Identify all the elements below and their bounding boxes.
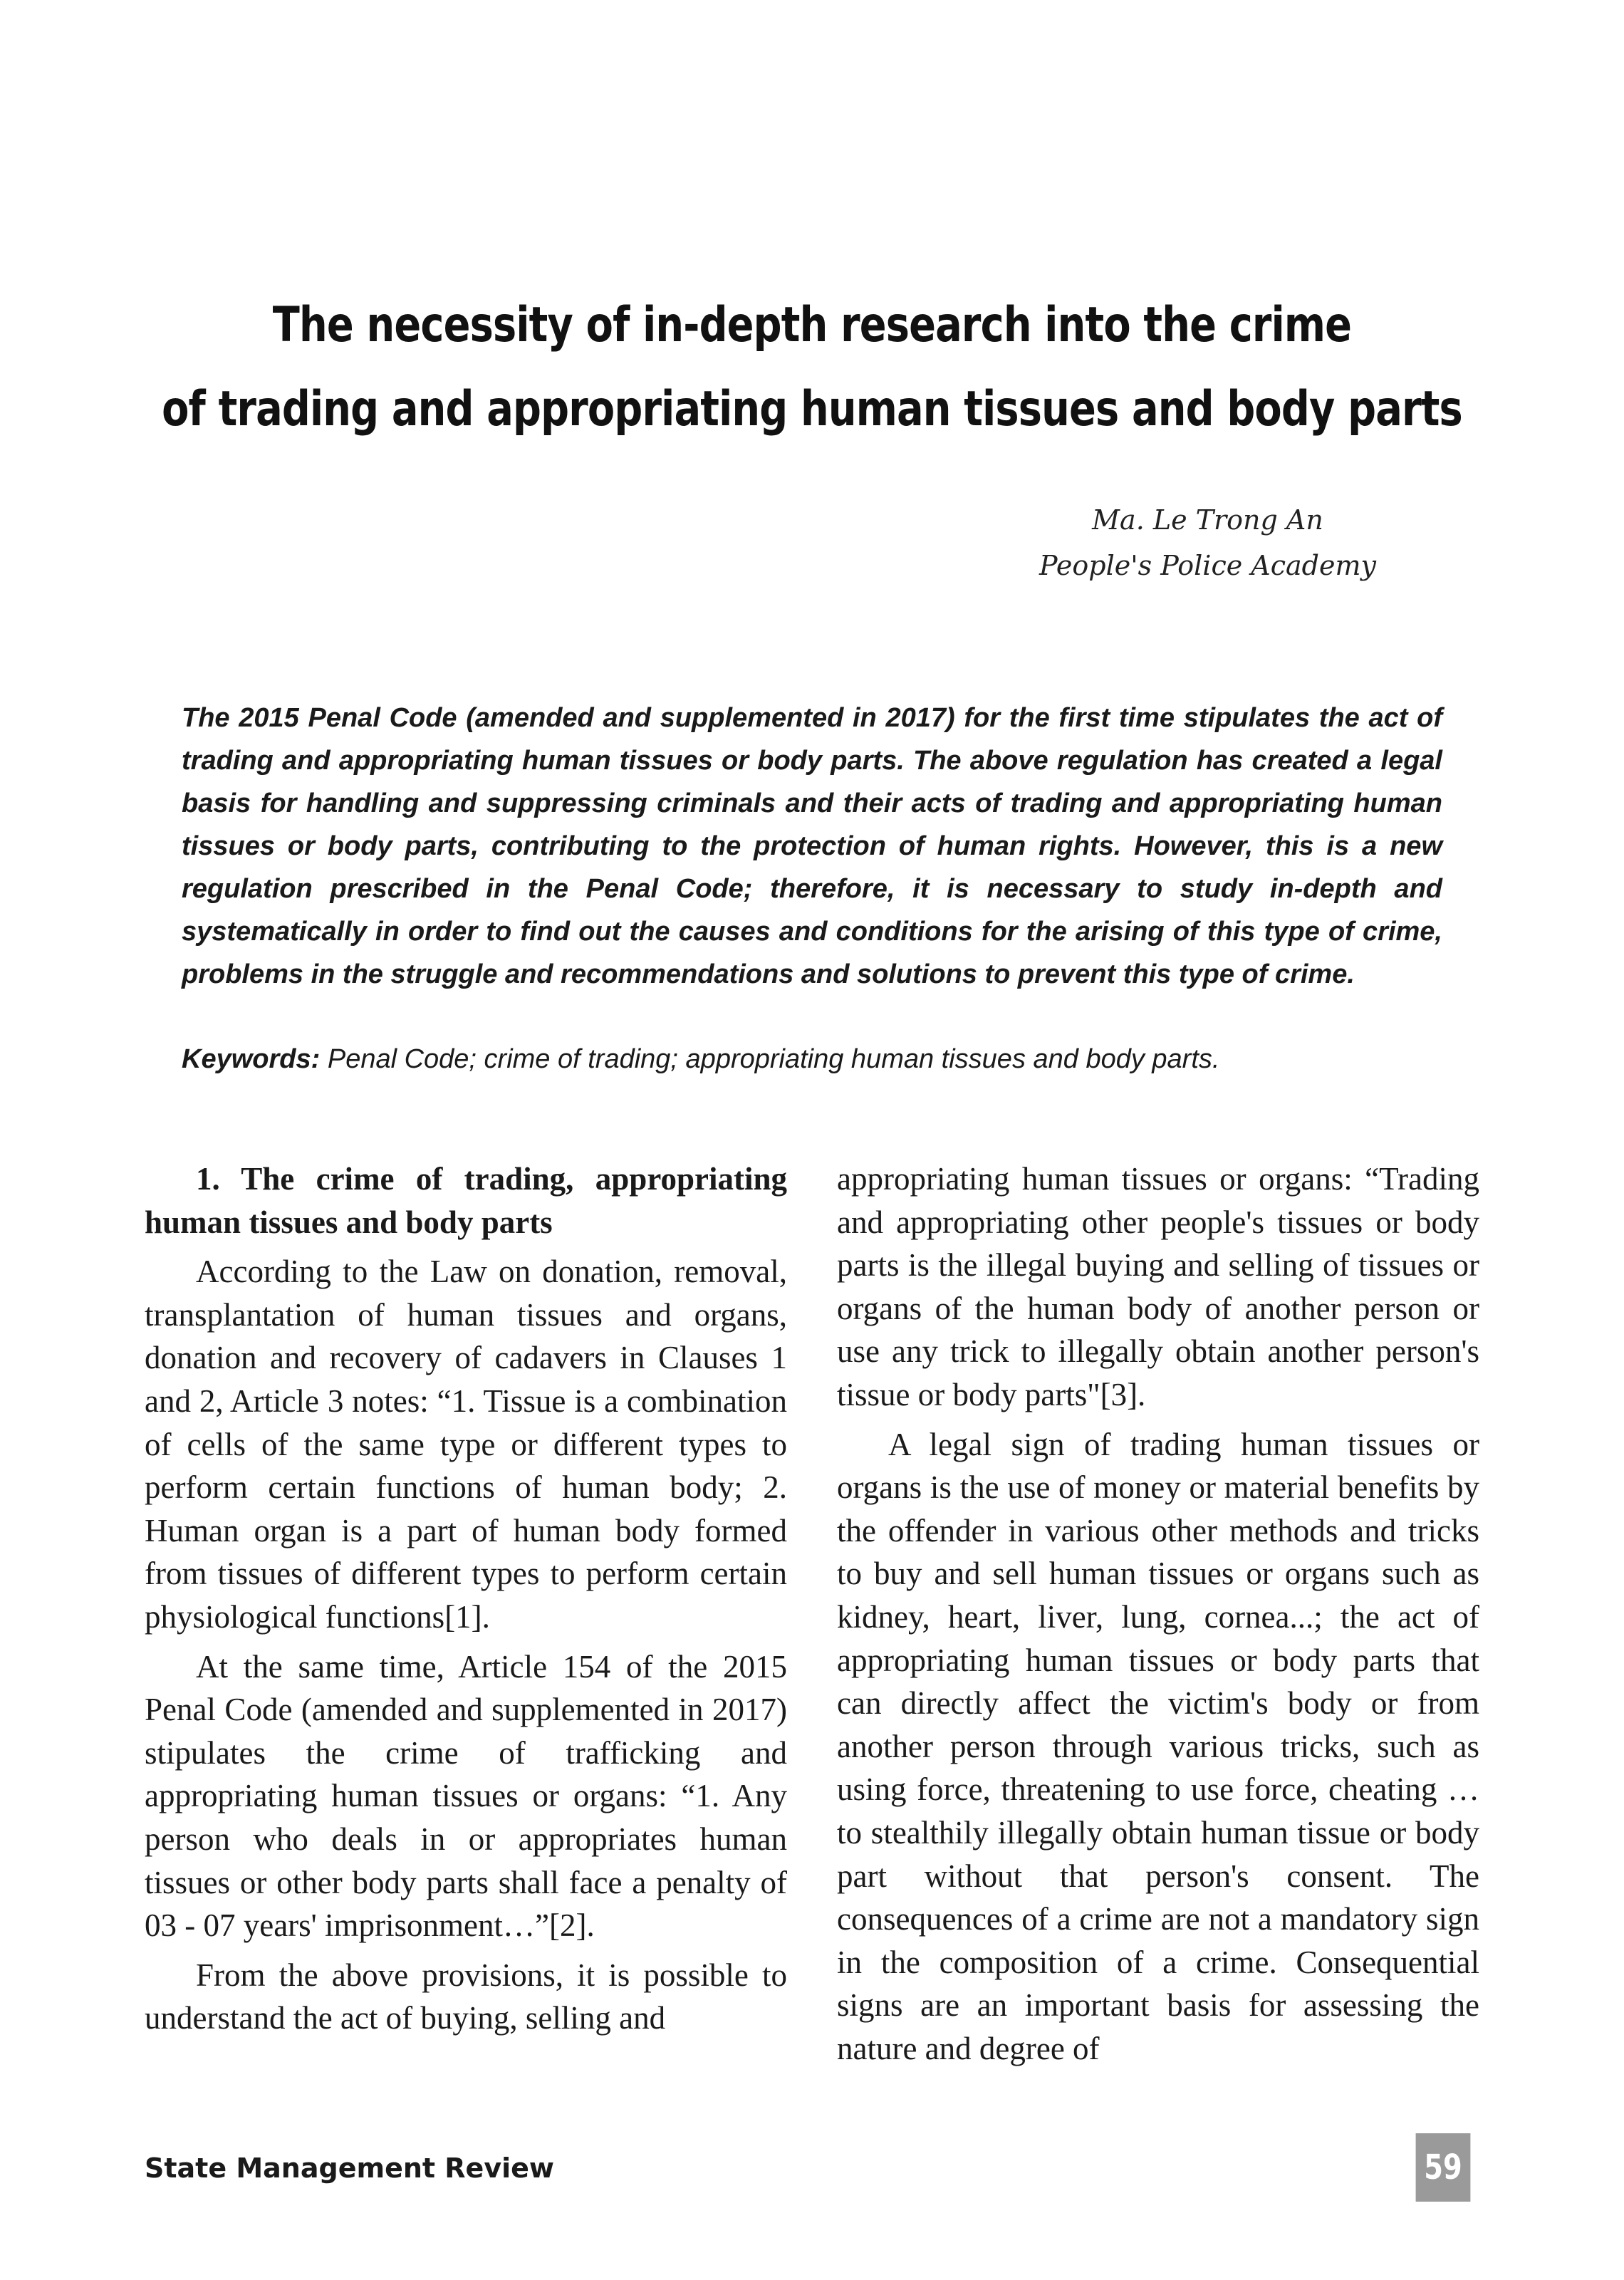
body-paragraph: appropriating human tissues or organs: “Trading and appropriating other people's tissues or body parts is the illegal buying and selling of tissues or organs of the human body of another person or use any trick to illegally obtain another person's tissue or body parts"[3].	[837, 1161, 1479, 1412]
body-column-left	[145, 1157, 787, 2046]
article-title	[146, 283, 1478, 452]
keywords-label: Keywords:	[182, 1044, 321, 1074]
author-affiliation: People's Police Academy	[1039, 550, 1376, 581]
body-paragraph: From the above provisions, it is possible to understand the act of buying, selling and	[145, 1957, 787, 2036]
author-name: Ma. Le Trong An	[1092, 504, 1323, 536]
body-paragraph: A legal sign of trading human tissues or organs is the use of money or material benefits by the offender in various other methods and tricks to buy and sell human tissues or organs such as kidney, heart, liver, lung, cornea...; the act of appropriating human tissues or body parts that can directly affect the victim's body or from another person through various tricks, such as using force, threatening to use force, cheating … to stealthily illegally obtain human tissue or body part without that person's consent. The consequences of a crime are not a mandatory sign in the composition of a crime. Consequential signs are an important basis for assessing the nature and degree of	[837, 1426, 1479, 2066]
keywords-line	[182, 1038, 1442, 1081]
body-paragraph: According to the Law on donation, removal, transplantation of human tissues and organs, donation and recovery of cadavers in Clauses 1 and 2, Article 3 notes: “1. Tissue is a combination of cells of the same type or different types to perform certain functions of human body; 2. Human organ is a part of human body formed from tissues of different types to perform certain physiological functions[1].	[145, 1254, 787, 1635]
body-column-right	[837, 1157, 1479, 2076]
article-title-line-2: of trading and appropriating human tissues and body parts	[162, 381, 1462, 437]
keywords-values: Penal Code; crime of trading; appropriating human tissues and body parts.	[327, 1044, 1220, 1074]
article-title-line-1: The necessity of in-depth research into the crime	[272, 297, 1352, 353]
journal-name: State Management Review	[145, 2153, 554, 2184]
abstract-text: The 2015 Penal Code (amended and supplemented in 2017) for the first time stipulates the act of trading and appropriating human tissues or body parts. The above regulation has created a legal basis for handling and suppressing criminals and their acts of trading and appropriating human tissues or body parts, contributing to the protection of human rights. However, this is a new regulation prescribed in the Penal Code; therefore, it is necessary to study in-depth and systematically in order to find out the causes and conditions for the arising of this type of crime, problems in the struggle and recommendations and solutions to prevent this type of crime.	[182, 703, 1442, 989]
page-number: 59	[1416, 2133, 1471, 2202]
body-paragraph: At the same time, Article 154 of the 2015 Penal Code (amended and supplemented in 2017) stipulates the crime of trafficking and appropriating human tissues or organs: “1. Any person who deals in or appropriates human tissues or other body parts shall face a penalty of 03 - 07 years' imprisonment…”[2].	[145, 1648, 787, 1944]
section-1-heading: 1. The crime of trading, appropriating human tissues and body parts	[145, 1161, 787, 1240]
author-block	[1039, 497, 1376, 588]
